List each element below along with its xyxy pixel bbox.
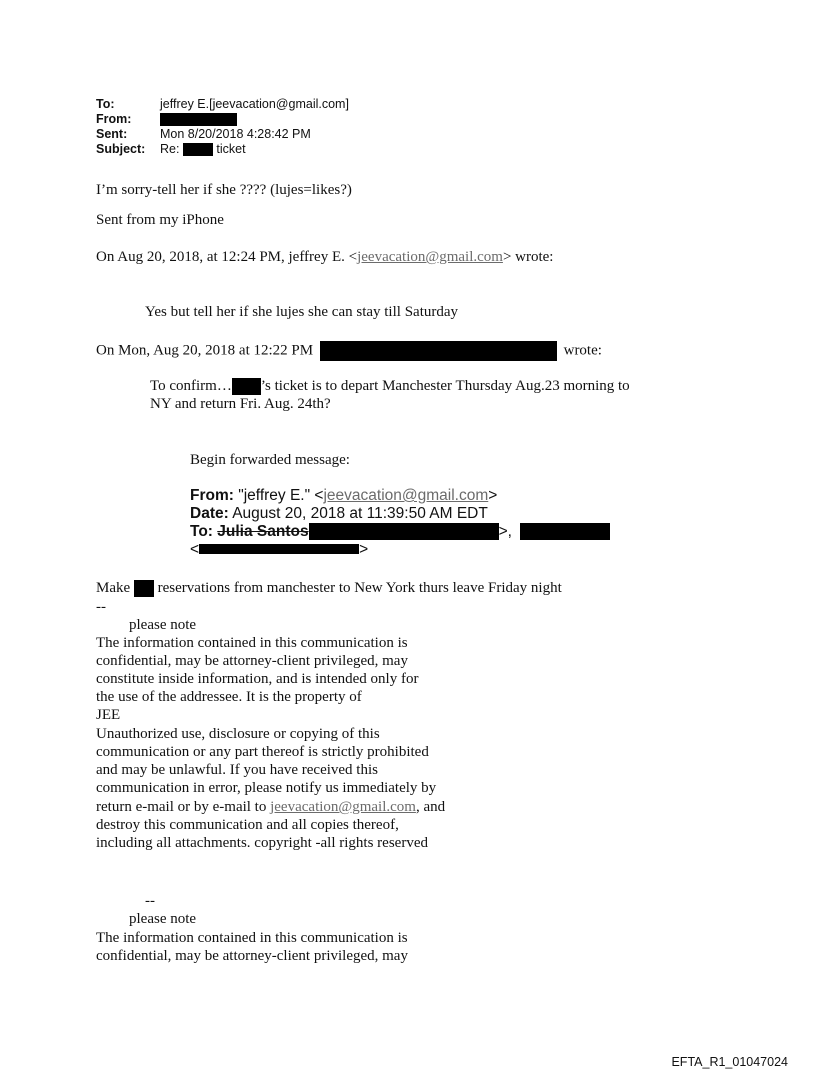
footer1-p11: destroy this communication and all copies thereof, (96, 817, 399, 833)
footer2-p2: confidential, may be attorney-client privileged, may (96, 948, 408, 964)
forwarded-from-label: From: (190, 487, 234, 504)
header-subject (96, 142, 246, 157)
footer1-p3: constitute inside information, and is intended only for (96, 671, 419, 687)
forwarded-date-label: Date: (190, 505, 229, 522)
quote2-line1 (150, 377, 630, 395)
redaction-block (520, 523, 610, 540)
sent-value: Mon 8/20/2018 4:28:42 PM (160, 127, 311, 141)
footer2-dashes: -- (145, 893, 155, 909)
footer1-p10 (96, 798, 445, 816)
forwarded-to-line2 (190, 541, 368, 559)
redaction-block (134, 580, 154, 597)
make-line (96, 579, 562, 597)
footer2-p1: The information contained in this communication is (96, 930, 408, 946)
quote1-email-link[interactable]: jeevacation@gmail.com (357, 249, 503, 265)
forwarded-to (190, 523, 610, 541)
redaction-block (320, 341, 557, 361)
forwarded-from-email-link[interactable]: jeevacation@gmail.com (323, 487, 489, 504)
quote2-line2: NY and return Fri. Aug. 24th? (150, 396, 331, 412)
forwarded-heading: Begin forwarded message: (190, 452, 350, 468)
quote2-intro-prefix: On Mon, Aug 20, 2018 at 12:22 PM (96, 342, 314, 359)
footer1-p2: confidential, may be attorney-client privileged, may (96, 653, 408, 669)
message-signature: Sent from my iPhone (96, 212, 224, 228)
forwarded-from (190, 487, 497, 505)
to-label: To: (96, 97, 115, 111)
footer1-p6: Unauthorized use, disclosure or copying of this (96, 726, 380, 742)
redaction-block (309, 523, 499, 540)
forwarded-date-value: August 20, 2018 at 11:39:50 AM EDT (232, 505, 488, 522)
forwarded-to-name: Julia Santos (217, 523, 309, 540)
footer1-dashes: -- (96, 599, 106, 615)
footer1-p7: communication or any part thereof is strictly prohibited (96, 744, 429, 760)
forwarded-to-close: > (359, 541, 369, 558)
quote1-text: Yes but tell her if she lujes she can stay till Saturday (145, 304, 459, 320)
to-value: jeffrey E.[jeevacation@gmail.com] (160, 97, 349, 111)
forwarded-from-suffix: > (488, 487, 498, 504)
header-sent (96, 127, 311, 142)
footer1-p10-prefix: return e-mail or by e-mail to (96, 799, 271, 815)
forwarded-to-open: < (190, 541, 200, 558)
footer1-p10-suffix: , and (415, 799, 446, 815)
footer1-email-link[interactable]: jeevacation@gmail.com (270, 799, 416, 815)
from-label: From: (96, 112, 132, 126)
footer1-p1: The information contained in this communication is (96, 635, 408, 651)
redaction-block (199, 544, 359, 554)
footer2-note: please note (129, 911, 197, 927)
subject-suffix: ticket (216, 142, 246, 156)
footer1-p4: the use of the addressee. It is the property of (96, 689, 362, 705)
header-to (96, 97, 349, 112)
quote1-intro-prefix: On Aug 20, 2018, at 12:24 PM, jeffrey E. < (96, 249, 358, 265)
quote2-intro (96, 341, 602, 361)
subject-prefix: Re: (160, 142, 180, 156)
quote1-intro (96, 248, 553, 266)
sent-label: Sent: (96, 127, 128, 141)
make-prefix: Make (96, 580, 131, 596)
quote1-intro-suffix: > wrote: (502, 249, 554, 265)
footer1-p5: JEE (96, 707, 121, 723)
footer1-p8: and may be unlawful. If you have received this (96, 762, 378, 778)
subject-label: Subject: (96, 142, 146, 156)
forwarded-to-sep: >, (498, 523, 512, 540)
header-from (96, 112, 237, 127)
page-id: EFTA_R1_01047024 (671, 1055, 788, 1069)
quote2-intro-suffix: wrote: (563, 342, 602, 359)
footer1-p12: including all attachments. copyright -all rights reserved (96, 835, 428, 851)
make-suffix: reservations from manchester to New York thurs leave Friday night (157, 580, 562, 596)
redaction-block (183, 143, 213, 156)
forwarded-from-prefix: "jeffrey E." < (238, 487, 324, 504)
message-line: I’m sorry-tell her if she ???? (lujes=likes?) (96, 182, 352, 198)
redaction-block (160, 113, 237, 126)
quote2-line1-suffix: ’s ticket is to depart Manchester Thursday Aug.23 morning to (260, 378, 630, 394)
redaction-block (232, 378, 261, 395)
quote2-line1-prefix: To confirm… (150, 378, 232, 394)
footer1-note: please note (129, 617, 197, 633)
forwarded-date (190, 505, 488, 523)
footer1-p9: communication in error, please notify us immediately by (96, 780, 437, 796)
forwarded-to-label: To: (190, 523, 213, 540)
